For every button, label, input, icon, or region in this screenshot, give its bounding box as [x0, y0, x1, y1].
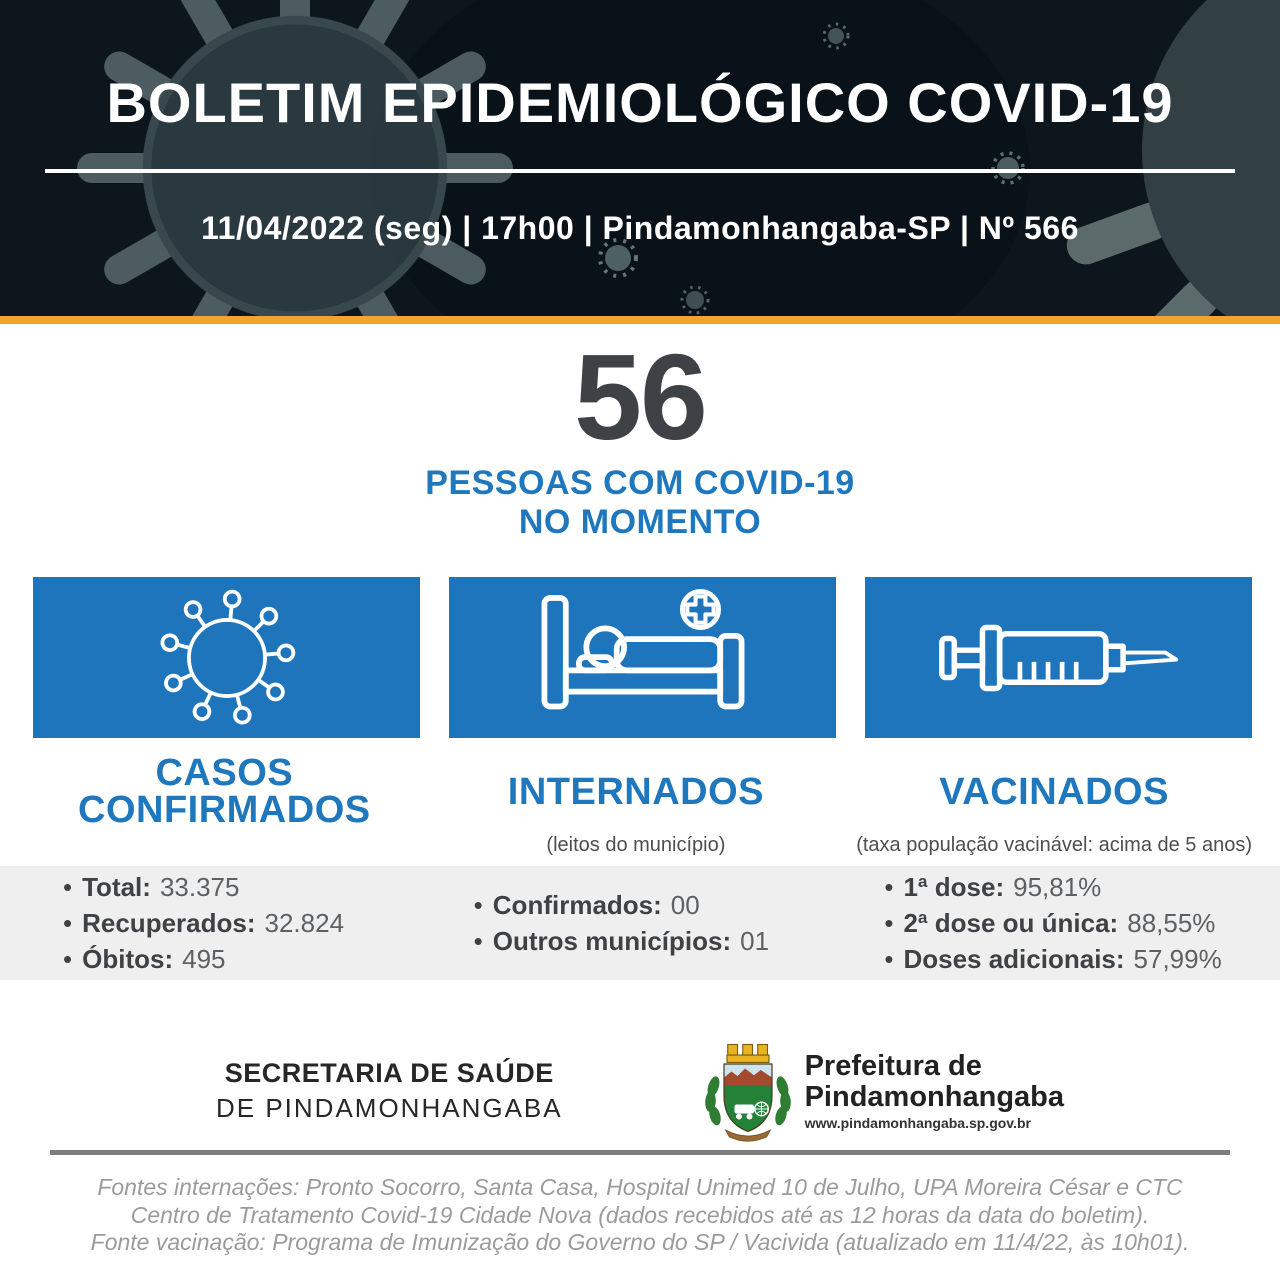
hospitalized-stats: [460, 866, 842, 980]
stat-value: 495: [182, 944, 226, 974]
footnote-line-2: Centro de Tratamento Covid-19 Cidade Nova (dados recebidos até as 12 horas da data do boletim).: [130, 1201, 1150, 1228]
footnote-divider: [50, 1150, 1230, 1155]
stat-row-deaths: [63, 941, 431, 977]
prefecture-name-line1: Prefeitura de: [804, 1050, 982, 1083]
syringe-icon: [934, 607, 1184, 709]
active-cases-label-line2: NO MOMENTO: [518, 502, 762, 541]
card-vaccinated: [865, 577, 1252, 738]
bullet-icon: •: [884, 872, 894, 902]
page-subtitle: 11/04/2022 (seg) | 17h00 | Pindamonhangaba-SP | Nº 566: [201, 210, 1079, 246]
header-banner: [0, 0, 1280, 316]
footnote-line-3: Fonte vacinação: Programa de Imunização do Governo do SP / Vacivida (atualizado em 11/4/22, às 10h01).: [90, 1229, 1190, 1255]
vaccinated-label-col: [856, 756, 1252, 857]
bullet-icon: •: [63, 944, 73, 974]
active-cases-label: [0, 464, 1280, 542]
bullet-icon: •: [473, 890, 483, 920]
stat-label: Recuperados:: [82, 908, 256, 938]
prefecture-logo-text: [805, 1051, 1064, 1131]
stat-label: 2ª dose ou única:: [903, 908, 1119, 938]
accent-stripe: [0, 316, 1280, 324]
hospitalized-label-col: [445, 756, 828, 857]
stat-label: Óbitos:: [82, 944, 174, 974]
health-department-line2: DE PINDAMONHANGABA: [215, 1093, 563, 1123]
stat-value: 32.824: [264, 908, 345, 938]
confirmed-cases-title-line2: CONFIRMADOS: [78, 789, 371, 831]
footnote-line-1: Fontes internações: Pronto Socorro, Santa Casa, Hospital Unimed 10 de Julho, UPA Moreira César e CTC: [97, 1174, 1183, 1200]
title-divider: [45, 169, 1235, 173]
stat-value: 33.375: [159, 872, 240, 902]
health-department-name: [216, 1058, 563, 1124]
prefecture-name-line2: Pindamonhangaba: [804, 1080, 1065, 1113]
bullet-icon: •: [473, 926, 483, 956]
stat-label: Outros municípios:: [492, 926, 732, 956]
vaccinated-caption: (taxa população vacinável: acima de 5 anos): [856, 834, 1253, 856]
stats-row: [33, 866, 1252, 980]
cards-row: [33, 577, 1252, 738]
page-title: BOLETIM EPIDEMIOLÓGICO COVID-19: [106, 71, 1174, 134]
pindamonhangaba-crest-icon: [703, 1040, 793, 1142]
hospitalized-caption: (leitos do município): [546, 834, 726, 856]
stat-value: 95,81%: [1013, 872, 1102, 902]
stat-row-recovered: [63, 905, 431, 941]
stat-row-other-cities: [474, 923, 842, 959]
vaccinated-stats: [870, 866, 1252, 980]
prefecture-logo: [703, 1040, 1064, 1142]
stat-value: 01: [740, 926, 770, 956]
hospitalized-title: INTERNADOS: [507, 770, 765, 813]
stat-value: 57,99%: [1133, 944, 1222, 974]
vaccinated-title: VACINADOS: [939, 770, 1169, 813]
stat-value: 88,55%: [1127, 908, 1216, 938]
virus-background-art: [0, 0, 1280, 316]
footnotes: [0, 1174, 1280, 1257]
confirmed-cases-stats: [33, 866, 431, 980]
bullet-icon: •: [884, 944, 894, 974]
confirmed-cases-label-col: [33, 752, 416, 857]
prefecture-website: www.pindamonhangaba.sp.gov.br: [804, 1114, 1031, 1131]
stat-label: Confirmados:: [492, 890, 662, 920]
bullet-icon: •: [63, 872, 73, 902]
stat-row-first-dose: [884, 869, 1252, 905]
health-department-line1: SECRETARIA DE SAÚDE: [224, 1058, 554, 1088]
active-cases-label-line1: PESSOAS COM COVID-19: [425, 464, 855, 502]
card-hospitalized: [449, 577, 836, 738]
stat-label: Doses adicionais:: [903, 944, 1125, 974]
stat-row-additional-doses: [884, 941, 1252, 977]
confirmed-cases-title-line1: CASOS: [155, 752, 294, 794]
stat-label: 1ª dose:: [903, 872, 1005, 902]
bullet-icon: •: [884, 908, 894, 938]
stat-row-second-dose: [884, 905, 1252, 941]
labels-row: [33, 752, 1253, 857]
stat-value: 00: [670, 890, 700, 920]
active-cases-number: 56: [574, 329, 706, 465]
card-confirmed-cases: [33, 577, 420, 738]
stat-row-confirmed-beds: [474, 887, 842, 923]
hospital-bed-icon: [528, 588, 758, 728]
virus-icon: [153, 584, 301, 732]
footer: [0, 1040, 1280, 1142]
bullet-icon: •: [63, 908, 73, 938]
stat-label: Total:: [82, 872, 151, 902]
stat-row-total: [63, 869, 431, 905]
